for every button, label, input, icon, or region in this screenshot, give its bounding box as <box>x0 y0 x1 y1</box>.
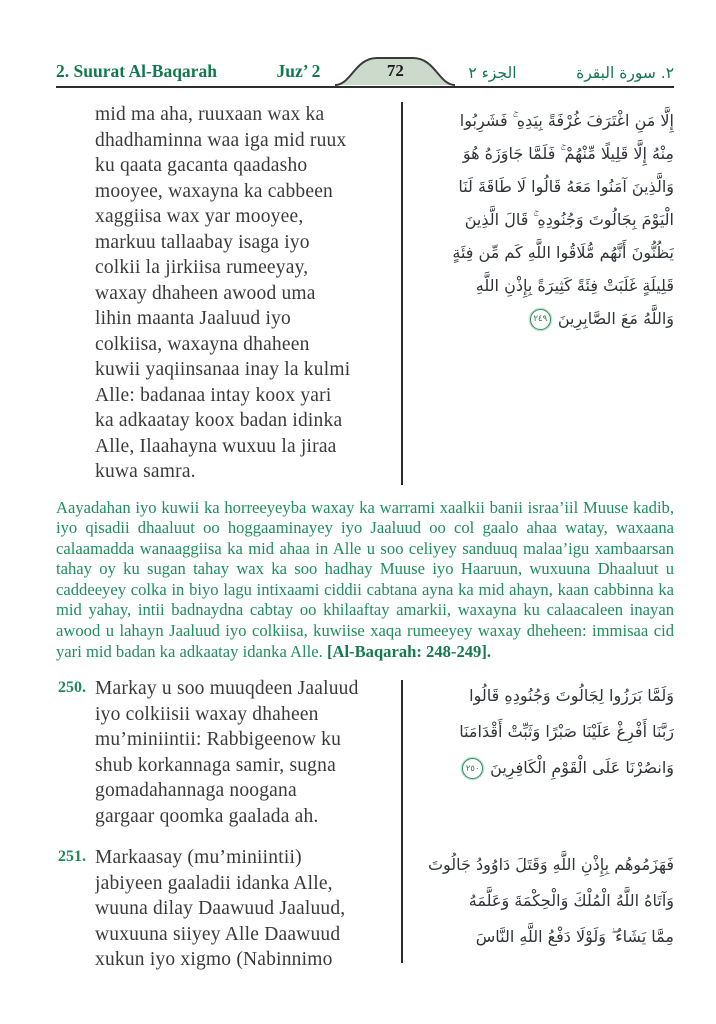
text-line: gomadahannaga noogana <box>95 780 297 802</box>
text-line: إِلَّا مَنِ اغْتَرَفَ غُرْفَةً بِيَدِهِ ۚ فَشَرِبُوا <box>459 111 674 130</box>
verse-250-somali <box>56 676 401 829</box>
verse-251-somali <box>56 845 401 973</box>
text-line: xaggiisa wax yar mooyee, <box>95 206 304 227</box>
arabic-text-lines <box>411 847 674 955</box>
text-line: Markaasay (mu’miniintii) <box>95 847 302 869</box>
verse-250-row <box>56 676 674 829</box>
text-line: Alle: badanaa intay koox yari <box>95 384 332 406</box>
text-line: markuu tallaabay isaga iyo <box>95 231 310 253</box>
verse-number: 251. <box>58 848 86 866</box>
text-line: mid ma aha, ruuxaan wax ka <box>95 104 325 125</box>
text-line: mooyee, waxayna ka cabbeen <box>95 180 334 202</box>
text-line: wuuna dilay Daawuud Jaaluud, <box>95 898 346 920</box>
text-line: Markay u soo muuqdeen Jaaluud <box>95 678 359 700</box>
commentary-section <box>56 498 674 663</box>
arabic-column <box>403 102 674 485</box>
text-line: مِنْهُ إِلَّا قَلِيلًا مِّنْهُمْ ۚ فَلَمَّا جَاوَزَهُ هُوَ <box>462 144 674 163</box>
text-line: فَهَزَمُوهُم بِإِذْنِ اللَّهِ وَقَتَلَ دَاوُودُ جَالُوتَ <box>427 855 674 875</box>
juz-label-arabic: الجزء ٢ <box>468 64 517 82</box>
text-line: kuwa samra. <box>95 461 196 482</box>
text-line-content: وَانصُرْنَا عَلَى الْقَوْمِ الْكَافِرِينَ <box>490 758 674 778</box>
text-line: يَظُنُّونَ أَنَّهُم مُّلَاقُوا اللَّهِ كَم مِّن فِئَةٍ <box>452 243 674 262</box>
juz-label-latin: Juz’ 2 <box>276 61 321 81</box>
page-number: 72 <box>386 61 404 80</box>
text-line: colkiisa, waxayna dhaheen <box>95 333 310 355</box>
page-header <box>56 50 674 88</box>
text-line: gargaar qoomka gaalada ah. <box>95 805 319 827</box>
text-line: wuxuuna siiyey Alle Daawuud <box>95 923 341 945</box>
text-line: xukun iyo xigmo (Nabinnimo <box>95 949 333 971</box>
somali-text-lines <box>95 676 387 829</box>
text-line <box>411 302 674 335</box>
somali-column <box>56 102 401 485</box>
text-line: قَلِيلَةٍ غَلَبَتْ فِئَةً كَثِيرَةً بِإِذْنِ اللَّهِ <box>475 276 674 295</box>
verses-section <box>56 676 674 973</box>
somali-text-lines <box>95 102 389 485</box>
somali-text-lines <box>95 845 387 973</box>
text-line: الْيَوْمَ بِجَالُوتَ وَجُنُودِهِ ۚ قَالَ الَّذِينَ <box>464 210 674 229</box>
text-line: ka adkaatay koox badan idinka <box>95 410 343 431</box>
text-line <box>411 750 674 786</box>
text-line: jabiyeen gaaladii idanka Alle, <box>95 872 333 894</box>
surah-title-arabic: ٢. سورة البقرة <box>576 64 675 82</box>
verse-249-section <box>56 102 674 485</box>
text-line: dhadhaminna waa iga mid ruux <box>95 129 347 151</box>
arabic-text-lines <box>411 678 674 786</box>
verse-end-marker: ٢٥٠ <box>462 758 483 779</box>
text-line: مِمَّا يَشَاءُ ۖ وَلَوْلَا دَفْعُ اللَّهِ النَّاسَ <box>475 927 674 947</box>
text-line: ku qaata gacanta qaadasho <box>95 155 308 176</box>
text-line: lihin maanta Jaaluud iyo <box>95 308 291 329</box>
text-line: وَآتَاهُ اللَّهُ الْمُلْكَ وَالْحِكْمَةَ وَعَلَّمَهُ <box>468 891 674 911</box>
text-line: kuwii yaqiinsanaa inay la kulmi <box>95 359 351 380</box>
arabic-text-lines <box>411 104 674 335</box>
verse-250-arabic <box>401 676 674 829</box>
text-line: رَبَّنَا أَفْرِغْ عَلَيْنَا صَبْرًا وَثَبِّتْ أَقْدَامَنَا <box>459 722 674 742</box>
text-line: shub korkannaga samir, sugna <box>95 754 336 776</box>
text-line: وَلَمَّا بَرَزُوا لِجَالُوتَ وَجُنُودِهِ قَالُوا <box>469 686 674 706</box>
text-line: mu’miniintii: Rabbigeenow ku <box>95 729 342 751</box>
text-line: Alle, Ilaahayna wuxuu la jiraa <box>95 435 337 457</box>
commentary-paragraph <box>56 498 674 663</box>
text-line: waxay dhaheen awood uma <box>95 282 316 304</box>
commentary-citation: [Al-Baqarah: 248-249]. <box>326 641 492 661</box>
column-divider <box>401 680 403 963</box>
verse-number: 250. <box>58 679 86 697</box>
surah-title-latin: 2. Suurat Al-Baqarah <box>56 61 217 81</box>
page-number-tab <box>334 56 456 86</box>
commentary-text: Aayadahan iyo kuwii ka horreeyeyba waxay ka warrami xaalkii banii israa’iil Muuse kadib, iyo qisadii dhaaluut oo hoggaaminayey iyo Jaaluud oo col gaalo ahaa watay, waxaana calaamadda wanaaggiisa ka mid ahaa in Alle u soo celiyey sanduuq malaa’igu xambaarsan tahay oy ku sugan tahay wax ka soo hadhay Muuse iyo Haaruun, wuxuuna Dhaaluut u caddeeyey colka in biyo lagu intixaami ciddii cabtana ayna ka mid ahayn, kaan cabbinna ka mid yahay, intii badnaydna cabtay oo khilaaftay amarkii, waxayna ku calaacaleen inayan awood u lahayn Jaaluud iyo colkiisa, kuwiise xaqa rumeeyey waxay dheheen: immisaa cid yari mid badan ka adkaatay idanka Alle. <box>56 497 674 661</box>
text-line: colkii la jirkiisa rumeeyay, <box>95 257 309 278</box>
text-line: وَالَّذِينَ آمَنُوا مَعَهُ قَالُوا لَا طَاقَةَ لَنَا <box>458 177 674 196</box>
verse-end-marker: ٢٤٩ <box>530 309 551 330</box>
text-line: iyo colkiisii waxay dhaheen <box>95 703 319 725</box>
text-line-content: وَاللَّهُ مَعَ الصَّابِرِينَ <box>557 309 674 328</box>
header-row <box>56 50 674 88</box>
verse-251-row <box>56 845 674 973</box>
verse-251-arabic <box>401 845 674 973</box>
